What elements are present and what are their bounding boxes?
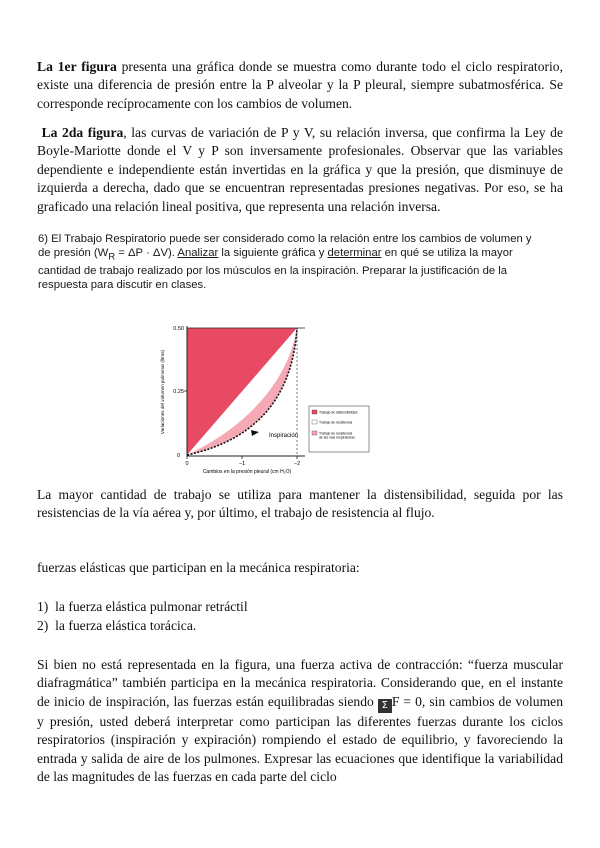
legend-swatch — [312, 431, 317, 435]
paragraph-text: , las curvas de variación de P y V, su relación inversa, que confirma la Ley de Boyle-Mariotte donde el V y P son inversamente profesionales. Observar que las variables dependiente e independiente están invertidas en la gráfica y que la presión, que disminuye de izquierda a derecha, dado que se encuentran representadas presiones negativas. Por eso, se ha graficado una relación lineal positiva, que representa una relación inversa. — [37, 125, 563, 214]
y-tick-label: 0.50 — [173, 326, 184, 332]
list-item — [37, 616, 248, 635]
elastic-forces-intro: fuerzas elásticas que participan en la mecánica respiratoria: — [37, 560, 360, 575]
legend-label — [319, 432, 355, 440]
paragraph-figure-2 — [37, 124, 563, 216]
paragraph-text: Si bien no está representada en la figura, una fuerza activa de contracción: “fuerza muscular diafragmática” también participa en la mecánica respiratoria. Considerando que, en el instante de inicio de inspiración, las fuerzas están equilibradas siendo — [37, 657, 563, 709]
legend-label: Trabajo de resistencia — [319, 420, 353, 425]
inspiration-arrow — [251, 430, 259, 436]
paragraph-text: presenta una gráfica donde se muestra como durante todo el ciclo respiratorio, existe una diferencia de presión entre la P alveolar y la P pleural, siempre subatmosférica. Se corresponde recíprocamente con los cambios de volumen. — [37, 59, 563, 111]
legend-label-line: de las vías respiratorias — [319, 435, 355, 440]
elastic-forces-list — [37, 597, 248, 635]
x-tick-label: −2 — [293, 461, 301, 467]
list-item-number: 2) — [37, 618, 49, 633]
y-tick-label: 0 — [176, 453, 180, 459]
y-axis-label: Variaciones del volumen pulmonar (litros) — [160, 349, 165, 435]
x-axis-label: Cambios en la presión pleural (cm H₂O) — [202, 469, 292, 475]
question-subscript: R — [108, 250, 116, 262]
chart-legend — [309, 406, 369, 452]
list-item — [37, 597, 248, 616]
legend-label-line: Trabajo de resistencia — [319, 431, 353, 436]
question-text: en qué se utiliza la mayor cantidad de trabajo realizado por los músculos en la inspiración. Preparar la justificación de la respuesta para discutir en clases. — [38, 247, 513, 292]
sigma-icon: Σ — [378, 699, 392, 713]
list-item-number: 1) — [37, 599, 49, 614]
question-underlined: Analizar — [177, 247, 219, 260]
legend-label: Trabajo de distensibilidad — [319, 410, 358, 415]
question-text: la siguiente gráfica y — [218, 247, 328, 260]
question-6-text — [38, 232, 538, 293]
x-tick-label: −1 — [238, 461, 246, 467]
equilibrium-equation — [378, 694, 422, 709]
y-tick-label: 0.25 — [173, 389, 184, 395]
equation-text: F = 0 — [391, 693, 422, 709]
question-underlined: determinar — [327, 247, 382, 260]
list-item-text: la fuerza elástica pulmonar retráctil — [55, 599, 248, 614]
legend-swatch — [312, 420, 317, 424]
inspiration-label: Inspiración — [269, 433, 299, 439]
paragraph-figure-1 — [37, 58, 563, 113]
x-tick-label: 0 — [185, 461, 189, 467]
paragraph-lead: La 2da figura — [41, 125, 124, 140]
paragraph-text: , sin cambios de volumen y presión, usted deberá interpretar como participan las diferentes fuerzas durante los ciclos respiratorios (inspiración y expiración) rompiendo el estado de equilibrio, y favoreciendo la entrada y salida de aire de los pulmones. Expresar las ecuaciones que identifique la variabilidad de las magnitudes de las fuerzas en cada parte del ciclo — [37, 693, 563, 785]
question-text: = ΔP · ΔV). — [115, 247, 178, 260]
paragraph-lead: La 1er figura — [37, 59, 117, 74]
work-of-breathing-chart — [155, 318, 370, 478]
muscular-force-paragraph — [37, 656, 563, 786]
list-item-text: la fuerza elástica torácica. — [55, 618, 197, 633]
question-text: 6) El Trabajo Respiratorio puede ser considerado como la relación entre los cambios de volumen y de presión (W — [38, 233, 532, 260]
answer-paragraph: La mayor cantidad de trabajo se utiliza para mantener la distensibilidad, seguida por las resistencias de la vía aérea y, por último, el trabajo de resistencia al flujo. — [37, 487, 563, 521]
legend-swatch — [312, 410, 317, 414]
